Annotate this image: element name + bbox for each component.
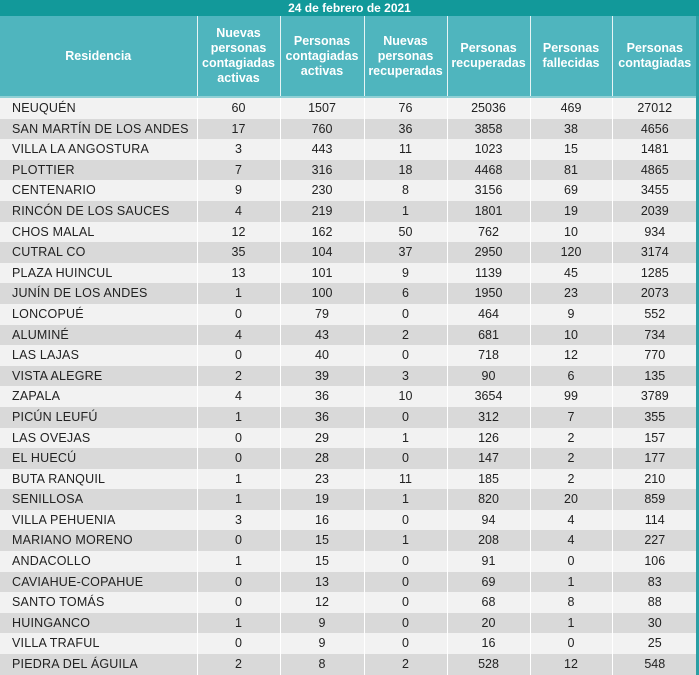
residence-name: PLAZA HUINCUL xyxy=(0,263,197,284)
active-cell: 162 xyxy=(280,222,364,243)
residence-name: JUNÍN DE LOS ANDES xyxy=(0,283,197,304)
total-infected-cell: 88 xyxy=(612,592,697,613)
deceased-cell: 23 xyxy=(530,283,612,304)
table-row xyxy=(0,489,697,510)
total-infected-cell: 3174 xyxy=(612,242,697,263)
active-cell: 36 xyxy=(280,407,364,428)
table-row xyxy=(0,448,697,469)
deceased-cell: 1 xyxy=(530,572,612,593)
table-body xyxy=(0,97,697,675)
active-cell: 230 xyxy=(280,180,364,201)
table-row xyxy=(0,510,697,531)
total-infected-cell: 25 xyxy=(612,633,697,654)
new-active-cell: 0 xyxy=(197,633,280,654)
new-recovered-cell: 18 xyxy=(364,160,447,181)
new-active-cell: 60 xyxy=(197,97,280,119)
total-infected-cell: 4865 xyxy=(612,160,697,181)
new-recovered-cell: 2 xyxy=(364,325,447,346)
header-new-active: Nuevas personas contagiadas activas xyxy=(197,16,280,97)
header-recovered: Personas recuperadas xyxy=(447,16,530,97)
deceased-cell: 10 xyxy=(530,222,612,243)
cases-by-residence-table xyxy=(0,16,697,675)
new-active-cell: 1 xyxy=(197,551,280,572)
residence-name: CENTENARIO xyxy=(0,180,197,201)
deceased-cell: 0 xyxy=(530,551,612,572)
recovered-cell: 312 xyxy=(447,407,530,428)
active-cell: 13 xyxy=(280,572,364,593)
new-active-cell: 4 xyxy=(197,201,280,222)
total-infected-cell: 4656 xyxy=(612,119,697,140)
total-infected-cell: 355 xyxy=(612,407,697,428)
recovered-cell: 126 xyxy=(447,428,530,449)
recovered-cell: 91 xyxy=(447,551,530,572)
table-row xyxy=(0,633,697,654)
deceased-cell: 9 xyxy=(530,304,612,325)
active-cell: 23 xyxy=(280,469,364,490)
new-active-cell: 12 xyxy=(197,222,280,243)
deceased-cell: 12 xyxy=(530,345,612,366)
active-cell: 9 xyxy=(280,633,364,654)
table-row xyxy=(0,119,697,140)
header-active: Personas contagiadas activas xyxy=(280,16,364,97)
table-row xyxy=(0,325,697,346)
new-active-cell: 35 xyxy=(197,242,280,263)
deceased-cell: 15 xyxy=(530,139,612,160)
residence-name: LAS LAJAS xyxy=(0,345,197,366)
deceased-cell: 4 xyxy=(530,510,612,531)
residence-name: ANDACOLLO xyxy=(0,551,197,572)
residence-name: NEUQUÉN xyxy=(0,97,197,119)
table-row xyxy=(0,613,697,634)
new-active-cell: 0 xyxy=(197,428,280,449)
new-active-cell: 7 xyxy=(197,160,280,181)
recovered-cell: 528 xyxy=(447,654,530,675)
recovered-cell: 2950 xyxy=(447,242,530,263)
recovered-cell: 185 xyxy=(447,469,530,490)
total-infected-cell: 83 xyxy=(612,572,697,593)
new-recovered-cell: 9 xyxy=(364,263,447,284)
table-row xyxy=(0,222,697,243)
new-recovered-cell: 11 xyxy=(364,469,447,490)
recovered-cell: 69 xyxy=(447,572,530,593)
recovered-cell: 94 xyxy=(447,510,530,531)
recovered-cell: 147 xyxy=(447,448,530,469)
new-active-cell: 1 xyxy=(197,613,280,634)
recovered-cell: 3156 xyxy=(447,180,530,201)
residence-name: BUTA RANQUIL xyxy=(0,469,197,490)
residence-name: PICÚN LEUFÚ xyxy=(0,407,197,428)
active-cell: 1507 xyxy=(280,97,364,119)
deceased-cell: 469 xyxy=(530,97,612,119)
deceased-cell: 12 xyxy=(530,654,612,675)
total-infected-cell: 734 xyxy=(612,325,697,346)
total-infected-cell: 548 xyxy=(612,654,697,675)
new-active-cell: 9 xyxy=(197,180,280,201)
deceased-cell: 2 xyxy=(530,428,612,449)
active-cell: 219 xyxy=(280,201,364,222)
recovered-cell: 1801 xyxy=(447,201,530,222)
new-active-cell: 13 xyxy=(197,263,280,284)
residence-name: ZAPALA xyxy=(0,386,197,407)
new-active-cell: 3 xyxy=(197,139,280,160)
table-row xyxy=(0,428,697,449)
total-infected-cell: 2073 xyxy=(612,283,697,304)
recovered-cell: 20 xyxy=(447,613,530,634)
new-recovered-cell: 0 xyxy=(364,345,447,366)
residence-name: LONCOPUÉ xyxy=(0,304,197,325)
active-cell: 43 xyxy=(280,325,364,346)
total-infected-cell: 3455 xyxy=(612,180,697,201)
deceased-cell: 4 xyxy=(530,530,612,551)
residence-name: MARIANO MORENO xyxy=(0,530,197,551)
deceased-cell: 99 xyxy=(530,386,612,407)
recovered-cell: 718 xyxy=(447,345,530,366)
recovered-cell: 68 xyxy=(447,592,530,613)
deceased-cell: 38 xyxy=(530,119,612,140)
residence-name: SANTO TOMÁS xyxy=(0,592,197,613)
table-row xyxy=(0,304,697,325)
residence-name: VILLA TRAFUL xyxy=(0,633,197,654)
deceased-cell: 81 xyxy=(530,160,612,181)
active-cell: 39 xyxy=(280,366,364,387)
residence-name: SAN MARTÍN DE LOS ANDES xyxy=(0,119,197,140)
recovered-cell: 3858 xyxy=(447,119,530,140)
new-recovered-cell: 1 xyxy=(364,428,447,449)
active-cell: 36 xyxy=(280,386,364,407)
residence-name: VILLA PEHUENIA xyxy=(0,510,197,531)
active-cell: 29 xyxy=(280,428,364,449)
active-cell: 15 xyxy=(280,551,364,572)
table-row xyxy=(0,180,697,201)
recovered-cell: 762 xyxy=(447,222,530,243)
new-active-cell: 2 xyxy=(197,366,280,387)
active-cell: 316 xyxy=(280,160,364,181)
table-row xyxy=(0,469,697,490)
active-cell: 104 xyxy=(280,242,364,263)
active-cell: 40 xyxy=(280,345,364,366)
table-row xyxy=(0,242,697,263)
new-recovered-cell: 0 xyxy=(364,572,447,593)
total-infected-cell: 135 xyxy=(612,366,697,387)
total-infected-cell: 552 xyxy=(612,304,697,325)
active-cell: 101 xyxy=(280,263,364,284)
total-infected-cell: 210 xyxy=(612,469,697,490)
table-row xyxy=(0,592,697,613)
deceased-cell: 120 xyxy=(530,242,612,263)
deceased-cell: 8 xyxy=(530,592,612,613)
residence-name: RINCÓN DE LOS SAUCES xyxy=(0,201,197,222)
new-recovered-cell: 50 xyxy=(364,222,447,243)
deceased-cell: 0 xyxy=(530,633,612,654)
new-recovered-cell: 0 xyxy=(364,613,447,634)
new-recovered-cell: 6 xyxy=(364,283,447,304)
new-recovered-cell: 0 xyxy=(364,551,447,572)
new-active-cell: 0 xyxy=(197,345,280,366)
active-cell: 443 xyxy=(280,139,364,160)
new-recovered-cell: 0 xyxy=(364,510,447,531)
residence-name: LAS OVEJAS xyxy=(0,428,197,449)
deceased-cell: 69 xyxy=(530,180,612,201)
table-row xyxy=(0,263,697,284)
new-recovered-cell: 2 xyxy=(364,654,447,675)
recovered-cell: 4468 xyxy=(447,160,530,181)
new-active-cell: 0 xyxy=(197,592,280,613)
active-cell: 760 xyxy=(280,119,364,140)
table-row xyxy=(0,407,697,428)
deceased-cell: 2 xyxy=(530,448,612,469)
table-row xyxy=(0,366,697,387)
new-active-cell: 0 xyxy=(197,572,280,593)
residence-name: CAVIAHUE-COPAHUE xyxy=(0,572,197,593)
table-row xyxy=(0,283,697,304)
new-active-cell: 1 xyxy=(197,283,280,304)
new-recovered-cell: 0 xyxy=(364,304,447,325)
table-row xyxy=(0,97,697,119)
table-row xyxy=(0,139,697,160)
deceased-cell: 1 xyxy=(530,613,612,634)
new-recovered-cell: 0 xyxy=(364,407,447,428)
residence-name: HUINGANCO xyxy=(0,613,197,634)
residence-name: CUTRAL CO xyxy=(0,242,197,263)
header-residencia: Residencia xyxy=(0,16,197,97)
new-recovered-cell: 0 xyxy=(364,448,447,469)
active-cell: 28 xyxy=(280,448,364,469)
total-infected-cell: 1481 xyxy=(612,139,697,160)
new-active-cell: 1 xyxy=(197,489,280,510)
residence-name: ALUMINÉ xyxy=(0,325,197,346)
residence-name: PLOTTIER xyxy=(0,160,197,181)
total-infected-cell: 30 xyxy=(612,613,697,634)
deceased-cell: 45 xyxy=(530,263,612,284)
new-active-cell: 17 xyxy=(197,119,280,140)
active-cell: 79 xyxy=(280,304,364,325)
new-active-cell: 0 xyxy=(197,530,280,551)
new-recovered-cell: 10 xyxy=(364,386,447,407)
residence-name: VISTA ALEGRE xyxy=(0,366,197,387)
residence-name: EL HUECÚ xyxy=(0,448,197,469)
table-row xyxy=(0,345,697,366)
new-recovered-cell: 1 xyxy=(364,530,447,551)
total-infected-cell: 114 xyxy=(612,510,697,531)
table-row xyxy=(0,551,697,572)
table-row xyxy=(0,572,697,593)
new-recovered-cell: 1 xyxy=(364,201,447,222)
recovered-cell: 90 xyxy=(447,366,530,387)
deceased-cell: 2 xyxy=(530,469,612,490)
total-infected-cell: 227 xyxy=(612,530,697,551)
new-active-cell: 1 xyxy=(197,469,280,490)
deceased-cell: 19 xyxy=(530,201,612,222)
recovered-cell: 464 xyxy=(447,304,530,325)
recovered-cell: 208 xyxy=(447,530,530,551)
recovered-cell: 25036 xyxy=(447,97,530,119)
table-row xyxy=(0,201,697,222)
active-cell: 12 xyxy=(280,592,364,613)
new-recovered-cell: 3 xyxy=(364,366,447,387)
total-infected-cell: 934 xyxy=(612,222,697,243)
header-total-infected: Personas contagiadas xyxy=(612,16,697,97)
new-recovered-cell: 0 xyxy=(364,592,447,613)
header-row xyxy=(0,16,697,97)
deceased-cell: 10 xyxy=(530,325,612,346)
new-recovered-cell: 11 xyxy=(364,139,447,160)
total-infected-cell: 859 xyxy=(612,489,697,510)
residence-name: SENILLOSA xyxy=(0,489,197,510)
active-cell: 9 xyxy=(280,613,364,634)
active-cell: 19 xyxy=(280,489,364,510)
header-new-recovered: Nuevas personas recuperadas xyxy=(364,16,447,97)
deceased-cell: 7 xyxy=(530,407,612,428)
total-infected-cell: 3789 xyxy=(612,386,697,407)
recovered-cell: 3654 xyxy=(447,386,530,407)
new-active-cell: 4 xyxy=(197,325,280,346)
table-row xyxy=(0,530,697,551)
active-cell: 8 xyxy=(280,654,364,675)
new-active-cell: 4 xyxy=(197,386,280,407)
total-infected-cell: 2039 xyxy=(612,201,697,222)
total-infected-cell: 177 xyxy=(612,448,697,469)
new-active-cell: 0 xyxy=(197,448,280,469)
new-active-cell: 0 xyxy=(197,304,280,325)
table-row xyxy=(0,386,697,407)
deceased-cell: 6 xyxy=(530,366,612,387)
residence-name: VILLA LA ANGOSTURA xyxy=(0,139,197,160)
new-recovered-cell: 0 xyxy=(364,633,447,654)
deceased-cell: 20 xyxy=(530,489,612,510)
total-infected-cell: 770 xyxy=(612,345,697,366)
table-row xyxy=(0,160,697,181)
active-cell: 100 xyxy=(280,283,364,304)
recovered-cell: 820 xyxy=(447,489,530,510)
recovered-cell: 1023 xyxy=(447,139,530,160)
residence-name: CHOS MALAL xyxy=(0,222,197,243)
report-date-title: 24 de febrero de 2021 xyxy=(0,0,699,16)
residence-name: PIEDRA DEL ÁGUILA xyxy=(0,654,197,675)
new-recovered-cell: 1 xyxy=(364,489,447,510)
new-active-cell: 1 xyxy=(197,407,280,428)
total-infected-cell: 157 xyxy=(612,428,697,449)
active-cell: 15 xyxy=(280,530,364,551)
new-active-cell: 3 xyxy=(197,510,280,531)
total-infected-cell: 27012 xyxy=(612,97,697,119)
recovered-cell: 681 xyxy=(447,325,530,346)
recovered-cell: 1139 xyxy=(447,263,530,284)
new-recovered-cell: 36 xyxy=(364,119,447,140)
recovered-cell: 1950 xyxy=(447,283,530,304)
new-recovered-cell: 37 xyxy=(364,242,447,263)
active-cell: 16 xyxy=(280,510,364,531)
recovered-cell: 16 xyxy=(447,633,530,654)
table-row xyxy=(0,654,697,675)
total-infected-cell: 1285 xyxy=(612,263,697,284)
new-recovered-cell: 76 xyxy=(364,97,447,119)
header-deceased: Personas fallecidas xyxy=(530,16,612,97)
new-active-cell: 2 xyxy=(197,654,280,675)
new-recovered-cell: 8 xyxy=(364,180,447,201)
total-infected-cell: 106 xyxy=(612,551,697,572)
